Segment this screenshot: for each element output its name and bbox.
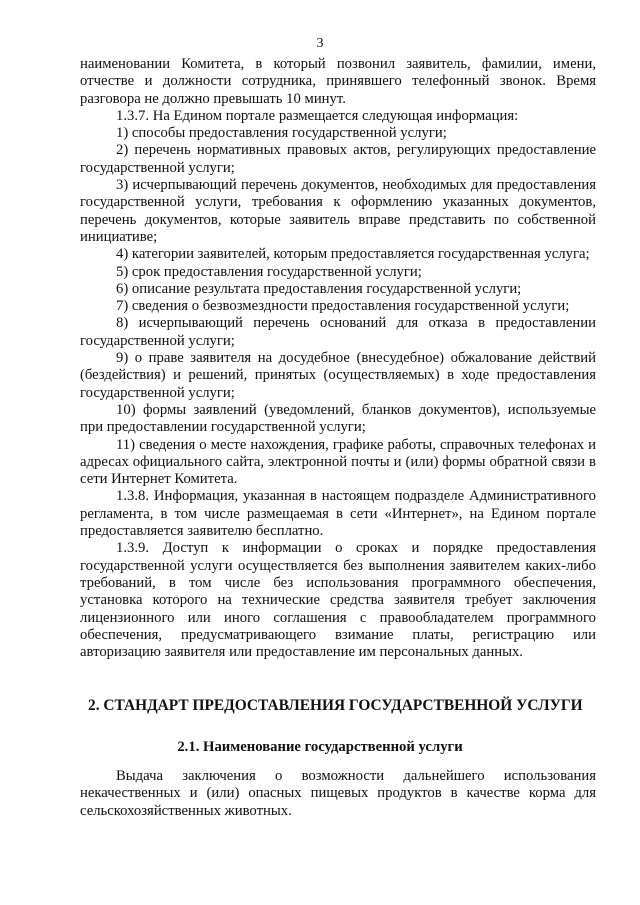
body-text xyxy=(80,56,596,661)
paragraph-continuation: наименовании Комитета, в который позвонил заявитель, фамилии, имени, отчестве и должности сотрудника, принявшего телефонный звонок. Время разговора не должно превышать 10 минут. xyxy=(80,56,596,107)
list-item-1: 1) способы предоставления государственной услуги; xyxy=(116,125,447,142)
page-number: 3 xyxy=(316,36,324,51)
final-section xyxy=(80,768,596,820)
service-name-paragraph: Выдача заключения о возможности дальнейшего использования некачественных и (или) опасных пищевых продуктов в качестве корма для сельскохозяйственных животных. xyxy=(80,768,596,819)
list-item-9: 9) о праве заявителя на досудебное (внесудебное) обжалование действий (бездействия) и решений, принятых (осуществляемых) в ходе предоставления государственной услуги; xyxy=(80,350,596,401)
list-item-11: 11) сведения о месте нахождения, графике работы, справочных телефонах и адресах официального сайта, электронной почты и (или) формы обратной связи в сети Интернет Комитета. xyxy=(80,436,596,488)
list-item-8: 8) исчерпывающий перечень оснований для отказа в предоставлении государственной услуги; xyxy=(80,315,596,349)
paragraph-1-3-8: 1.3.8. Информация, указанная в настоящем подразделе Административного регламента, в том числе размещаемая в сети «Интернет», на Едином портале предоставляется заявителю бесплатно. xyxy=(80,488,596,540)
section-heading: 2. СТАНДАРТ ПРЕДОСТАВЛЕНИЯ ГОСУДАРСТВЕННОЙ УСЛУГИ xyxy=(88,697,583,714)
paragraph-1-3-7: 1.3.7. На Едином портале размещается следующая информация: xyxy=(116,107,519,124)
list-item-7: 7) сведения о безвозмездности предоставления государственной услуги; xyxy=(116,298,570,315)
list-item-6: 6) описание результата предоставления государственной услуги; xyxy=(116,280,522,297)
paragraph-1-3-9: 1.3.9. Доступ к информации о сроках и порядке предоставления государственной услуги осуществляется без выполнения заявителем каких-либо требований, в том числе без использования программного обеспечения, установка которого на технические средства заявителя требует заключения лицензионного или иного соглашения с правообладателем программного обеспечения, предусматривающего взимание платы, регистрацию или авторизацию заявителя или предоставление им персональных данных. xyxy=(80,540,596,661)
list-item-4: 4) категории заявителей, которым предоставляется государственная услуга; xyxy=(116,246,590,263)
list-item-2: 2) перечень нормативных правовых актов, регулирующих предоставление государственной услуги; xyxy=(80,142,596,176)
list-item-10: 10) формы заявлений (уведомлений, бланков документов), используемые при предоставлении государственной услуги; xyxy=(80,401,596,436)
subsection-heading: 2.1. Наименование государственной услуги xyxy=(177,739,463,755)
list-item-3: 3) исчерпывающий перечень документов, необходимых для предоставления государственной услуги, требования к оформлению указанных документов, перечень документов, которые заявитель вправе представить по собственной инициативе; xyxy=(80,177,596,245)
list-item-5: 5) срок предоставления государственной услуги; xyxy=(116,263,422,280)
